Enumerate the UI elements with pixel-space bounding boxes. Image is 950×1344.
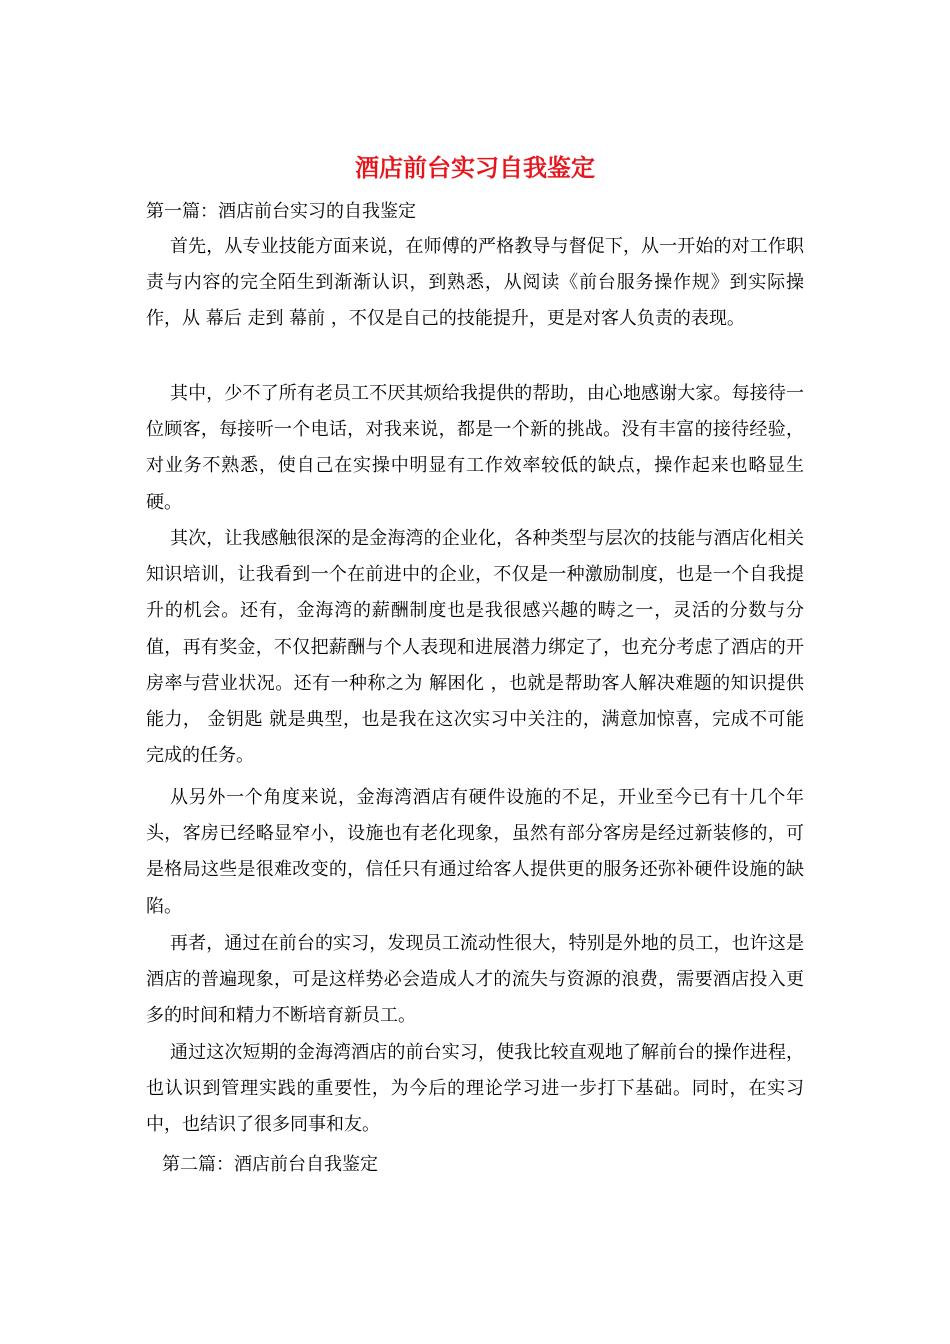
- paragraph-1: 首先，从专业技能方面来说，在师傅的严格教导与督促下，从一开始的对工作职责与内容的完全陌生到渐渐认识，到熟悉，从阅读《前台服务操作规》到实际操作，从 幕后 走到 幕前 ，不仅是自己的技能提升，更是对客人负责的表现。: [146, 236, 804, 330]
- section-heading-2: 第二篇：酒店前台自我鉴定: [162, 1154, 378, 1175]
- paragraph-3: 其次，让我感触很深的是金海湾的企业化，各种类型与层次的技能与酒店化相关知识培训，让我看到一个在前进中的企业，不仅是一种激励制度，也是一个自我提升的机会。还有，金海湾的薪酬制度也是我很感兴趣的畴之一，灵活的分数与分值，再有奖金，不仅把薪酬与个人表现和进展潜力绑定了，也充分考虑了酒店的开房率与营业状况。还有一种称之为 解困化 ，也就是帮助客人解决难题的知识提供能力， 金钥匙 就是典型，也是我在这次实习中关注的，满意加惊喜，完成不可能完成的任务。: [146, 528, 804, 767]
- paragraph-4: 从另外一个角度来说，金海湾酒店有硬件设施的不足，开业至今已有十几个年头，客房已经略显窄小，设施也有老化现象，虽然有部分客房是经过新装修的，可是格局这些是很难改变的，信任只有通过给客人提供更的服务还弥补硬件设施的缺陷。: [146, 787, 804, 917]
- document-title: 酒店前台实习自我鉴定: [355, 153, 595, 182]
- paragraph-5: 再者，通过在前台的实习，发现员工流动性很大，特别是外地的员工，也许这是酒店的普遍现象，可是这样势必会造成人才的流失与资源的浪费，需要酒店投入更多的时间和精力不断培育新员工。: [146, 933, 804, 1027]
- section-heading-1: 第一篇：酒店前台实习的自我鉴定: [146, 201, 416, 222]
- paragraph-6: 通过这次短期的金海湾酒店的前台实习，使我比较直观地了解前台的操作进程，也认识到管理实践的重要性，为今后的理论学习进一步打下基础。同时，在实习中，也结识了很多同事和友。: [146, 1042, 804, 1136]
- paragraph-2: 其中，少不了所有老员工不厌其烦给我提供的帮助，由心地感谢大家。每接待一位顾客，每接听一个电话，对我来说，都是一个新的挑战。没有丰富的接待经验，对业务不熟悉，使自己在实操中明显有工作效率较低的缺点，操作起来也略显生硬。: [146, 383, 804, 513]
